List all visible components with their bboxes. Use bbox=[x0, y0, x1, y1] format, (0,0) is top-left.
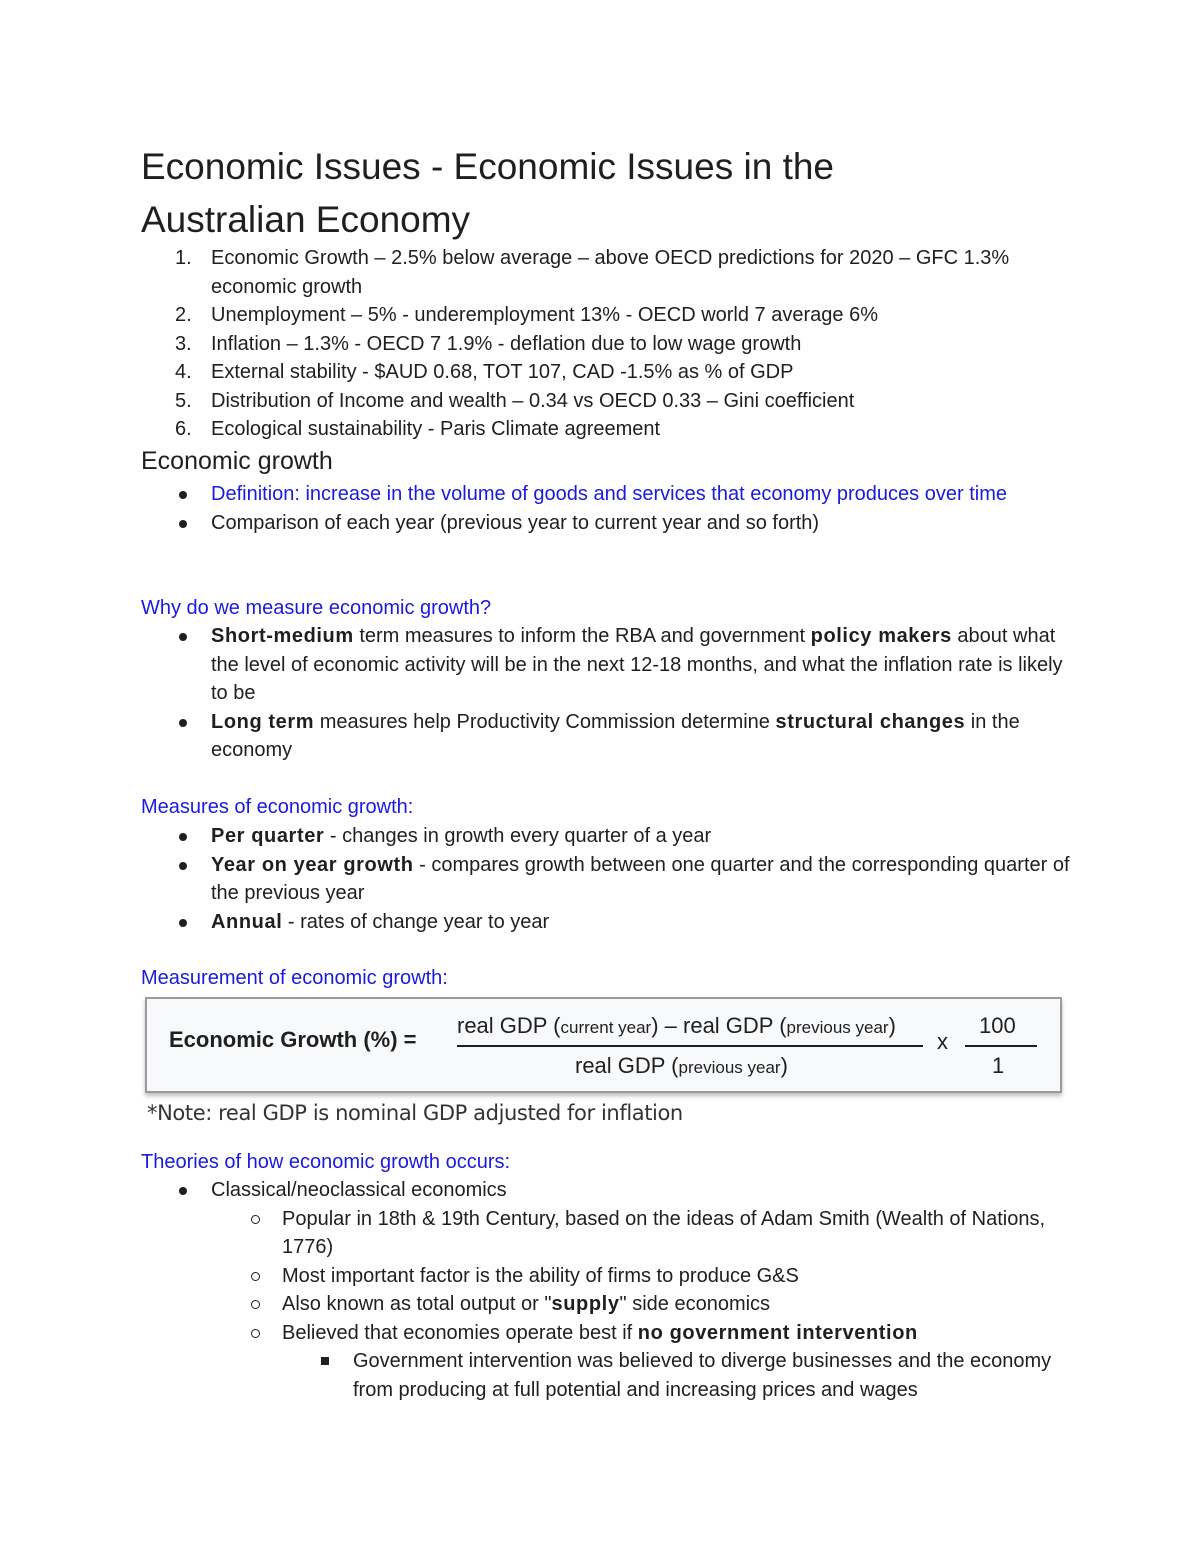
measurement-heading: Measurement of economic growth: bbox=[141, 967, 448, 989]
list-item-text: about what the level of economic activity will be in the next 12-18 months, and what the inflation rate is likely to be bbox=[211, 625, 1063, 704]
list-item-text: Believed that economies operate best if bbox=[282, 1321, 638, 1344]
list-item bbox=[141, 415, 1081, 444]
list-number: 5. bbox=[175, 389, 192, 412]
formula-note: *Note: real GDP is nominal GDP adjusted for inflation bbox=[147, 1101, 683, 1125]
list-number: 2. bbox=[175, 304, 192, 326]
bullet-icon bbox=[179, 862, 187, 870]
list-number: 4. bbox=[175, 361, 192, 383]
fraction-bar bbox=[965, 1045, 1037, 1047]
growth-bullet-list bbox=[141, 480, 1081, 537]
bold-text: structural changes bbox=[775, 710, 966, 733]
list-item bbox=[141, 480, 1081, 509]
theories-heading: Theories of how economic growth occurs: bbox=[141, 1151, 511, 1173]
list-item bbox=[141, 1176, 1081, 1205]
list-item-text: term measures to inform the RBA and government bbox=[353, 625, 811, 647]
list-item bbox=[141, 358, 1081, 387]
list-item-text: measures help Productivity Commission determine bbox=[314, 710, 776, 733]
section-heading-economic-growth: Economic growth bbox=[141, 447, 333, 475]
list-number: 3. bbox=[175, 332, 192, 355]
list-item bbox=[141, 244, 1081, 301]
bold-text: Per quarter bbox=[211, 825, 325, 847]
multiply-sign: x bbox=[937, 1029, 948, 1054]
list-number: 6. bbox=[175, 418, 192, 440]
formula-text: ) bbox=[780, 1053, 788, 1078]
list-item bbox=[141, 387, 1081, 416]
formula-text: ) – real GDP ( bbox=[651, 1013, 787, 1038]
formula-small-text: previous year bbox=[786, 1018, 889, 1037]
bullet-icon bbox=[179, 919, 187, 927]
list-item bbox=[141, 330, 1081, 359]
list-item-text: External stability - $AUD 0.68, TOT 107, CAD -1.5% as % of GDP bbox=[211, 361, 794, 383]
bullet-icon bbox=[179, 520, 187, 528]
formula-text: real GDP ( bbox=[457, 1013, 561, 1038]
list-item bbox=[141, 1319, 1081, 1348]
bullet-icon bbox=[179, 633, 187, 641]
formula-small-text: previous year bbox=[678, 1058, 781, 1077]
list-item bbox=[141, 822, 1081, 851]
list-item bbox=[141, 851, 1081, 908]
square-bullet-icon bbox=[321, 1357, 329, 1365]
list-item bbox=[141, 708, 1081, 765]
list-item-text: - compares growth between one quarter and the corresponding quarter of the previous year bbox=[211, 853, 1070, 904]
list-item-text: Government intervention was believed to diverge businesses and the economy from producing at full potential and increasing prices and wages bbox=[353, 1350, 1052, 1401]
multiplier-numerator: 100 bbox=[979, 1013, 1016, 1038]
list-item bbox=[141, 1205, 1081, 1262]
why-bullet-list bbox=[141, 622, 1081, 765]
measures-heading: Measures of economic growth: bbox=[141, 796, 414, 818]
bullet-icon bbox=[179, 719, 187, 727]
bold-text: policy makers bbox=[810, 625, 952, 647]
bold-text: Annual bbox=[211, 910, 283, 933]
list-item-text: Popular in 18th & 19th Century, based on the ideas of Adam Smith (Wealth of Nations, 1776) bbox=[282, 1207, 1046, 1258]
list-item-text: - changes in growth every quarter of a year bbox=[324, 825, 712, 847]
list-item bbox=[141, 622, 1081, 708]
list-item-text: in the economy bbox=[211, 710, 1020, 761]
circle-bullet-icon bbox=[251, 1272, 260, 1281]
list-item-text: " side economics bbox=[619, 1293, 771, 1315]
bold-text: Long term bbox=[211, 710, 315, 733]
title-line-1: Economic Issues - Economic Issues in the bbox=[141, 146, 835, 187]
title-line-2: Australian Economy bbox=[141, 199, 471, 240]
list-item-text: Most important factor is the ability of firms to produce G&S bbox=[282, 1264, 799, 1287]
measures-bullet-list bbox=[141, 822, 1081, 936]
list-item bbox=[141, 1290, 1081, 1319]
list-item-text: Distribution of Income and wealth – 0.34 vs OECD 0.33 – Gini coefficient bbox=[211, 389, 855, 412]
formula-text: real GDP ( bbox=[575, 1053, 679, 1078]
definition-text: Definition: increase in the volume of goods and services that economy produces over time bbox=[211, 483, 1007, 505]
formula-denominator bbox=[575, 1053, 788, 1079]
bold-text: supply bbox=[551, 1293, 620, 1315]
formula-lhs: Economic Growth (%) = bbox=[169, 1027, 417, 1052]
list-item-text: Economic Growth – 2.5% below average – above OECD predictions for 2020 – GFC 1.3% economic growth bbox=[211, 247, 1010, 298]
list-item-text: Comparison of each year (previous year to current year and so forth) bbox=[211, 511, 820, 534]
circle-bullet-icon bbox=[251, 1300, 260, 1309]
list-item bbox=[141, 1262, 1081, 1291]
formula-text: ) bbox=[888, 1013, 896, 1038]
list-item-text: Also known as total output or " bbox=[282, 1293, 552, 1315]
list-item-text: Unemployment – 5% - underemployment 13% - OECD world 7 average 6% bbox=[211, 304, 878, 326]
list-item-text: - rates of change year to year bbox=[282, 910, 550, 933]
bold-text: Year on year growth bbox=[211, 853, 414, 876]
why-measure-heading: Why do we measure economic growth? bbox=[141, 597, 492, 619]
list-item bbox=[141, 509, 1081, 538]
formula-small-text: current year bbox=[560, 1018, 652, 1037]
bullet-icon bbox=[179, 1187, 187, 1195]
list-number: 1. bbox=[175, 247, 192, 269]
formula-numerator bbox=[457, 1013, 896, 1039]
bold-text: no government intervention bbox=[637, 1321, 918, 1344]
fraction-bar bbox=[457, 1045, 923, 1047]
theories-bullet-list bbox=[141, 1176, 1081, 1404]
growth-formula-image bbox=[145, 997, 1062, 1093]
list-item bbox=[141, 908, 1081, 937]
list-item-text: Inflation – 1.3% - OECD 7 1.9% - deflation due to low wage growth bbox=[211, 332, 802, 355]
bullet-icon bbox=[179, 833, 187, 841]
circle-bullet-icon bbox=[251, 1329, 260, 1338]
list-item-text: Classical/neoclassical economics bbox=[211, 1179, 507, 1201]
bullet-icon bbox=[179, 491, 187, 499]
multiplier-denominator: 1 bbox=[992, 1053, 1005, 1078]
issues-list bbox=[141, 244, 1081, 444]
list-item-text: Ecological sustainability - Paris Climate agreement bbox=[211, 418, 661, 440]
list-item bbox=[141, 301, 1081, 330]
circle-bullet-icon bbox=[251, 1215, 260, 1224]
list-item bbox=[141, 1347, 1081, 1404]
bold-text: Short-medium bbox=[211, 625, 354, 647]
page-title bbox=[141, 140, 1101, 246]
